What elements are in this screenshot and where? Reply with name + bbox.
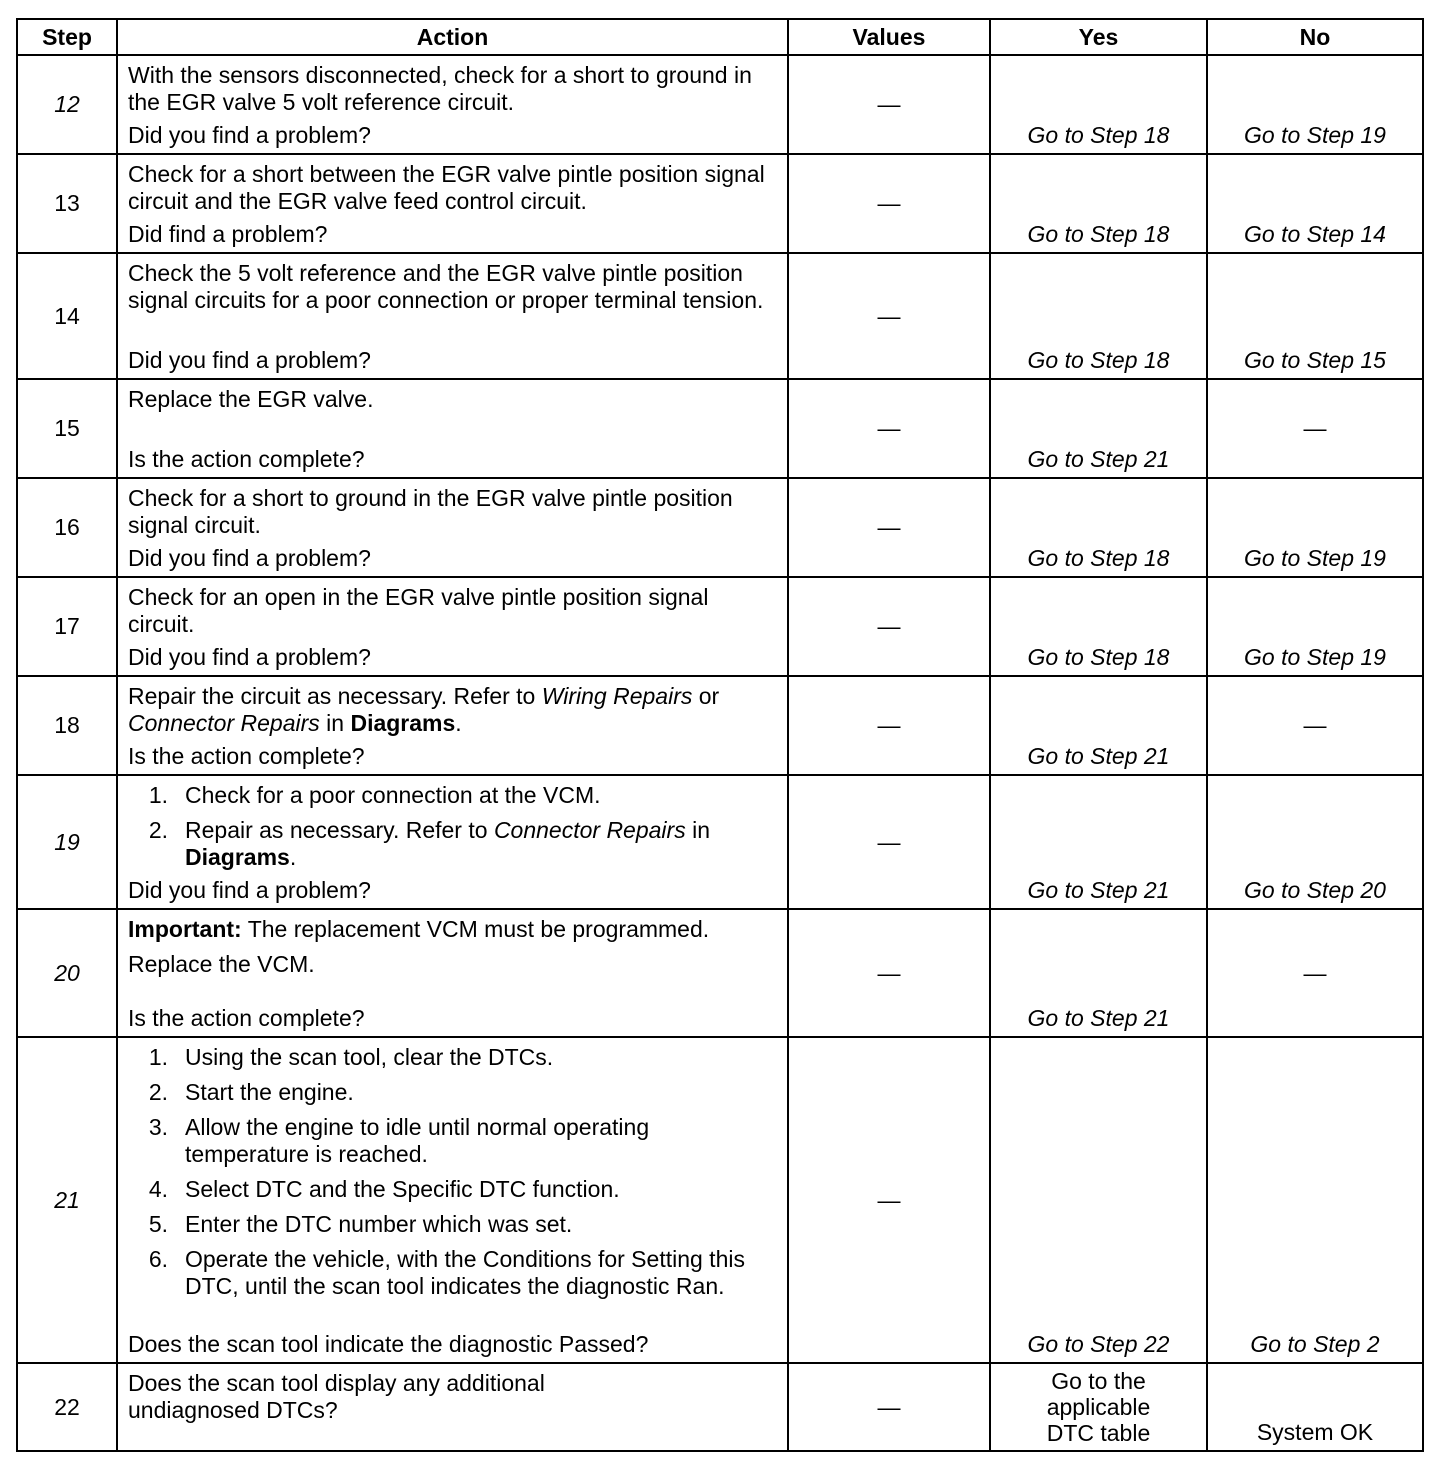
yes-cell: Go to Step 21 (990, 379, 1207, 478)
table-row (17, 379, 1423, 478)
connector-repairs-ref: Connector Repairs (493, 817, 686, 843)
no-cell: Go to Step 2 (1207, 1037, 1423, 1363)
action-cell (117, 676, 788, 775)
action-steps (128, 782, 779, 871)
values-cell: — (788, 1037, 990, 1363)
list-item: 1. Check for a poor connection at the VCM. (148, 782, 601, 808)
values-cell: — (788, 379, 990, 478)
action-question: Did find a problem? (128, 221, 328, 247)
action-question: Did you find a problem? (128, 122, 371, 148)
action-text: Repair the circuit as necessary. Refer to Wiring Repairs or Connector Repairs in Diagrams. (128, 683, 720, 736)
table-row (17, 253, 1423, 379)
step-number: 14 (17, 253, 117, 379)
action-cell (117, 478, 788, 577)
values-cell: — (788, 676, 990, 775)
action-question: Is the action complete? (128, 1005, 365, 1031)
list-item: 6. Operate the vehicle, with the Conditions for Setting this DTC, until the scan tool indicates the diagnostic Ran. (148, 1246, 745, 1299)
header-row (17, 19, 1423, 55)
action-text: Replace the EGR valve. (128, 386, 374, 412)
action-cell (117, 577, 788, 676)
table-row (17, 775, 1423, 909)
yes-cell: Go to Step 18 (990, 577, 1207, 676)
important-note: Important: The replacement VCM must be programmed. (128, 916, 710, 942)
yes-cell: Go to Step 21 (990, 775, 1207, 909)
action-question: Does the scan tool indicate the diagnostic Passed? (128, 1331, 649, 1357)
yes-cell: Go to Step 21 (990, 676, 1207, 775)
no-cell: Go to Step 19 (1207, 577, 1423, 676)
action-text: With the sensors disconnected, check for a short to ground in the EGR valve 5 volt reference circuit. (128, 62, 752, 115)
list-item: 5. Enter the DTC number which was set. (148, 1211, 573, 1237)
action-cell (117, 154, 788, 253)
wiring-repairs-ref: Wiring Repairs (541, 683, 693, 709)
values-cell: — (788, 478, 990, 577)
action-text: Does the scan tool display any additional undiagnosed DTCs? (128, 1370, 545, 1423)
action-text: Check the 5 volt reference and the EGR valve pintle position signal circuits for a poor connection or proper terminal tension. (128, 260, 764, 313)
list-item: 2. Start the engine. (148, 1079, 354, 1105)
action-text: Check for a short between the EGR valve pintle position signal circuit and the EGR valve feed control circuit. (128, 161, 765, 214)
table-row (17, 478, 1423, 577)
step-number: 13 (17, 154, 117, 253)
action-question: Is the action complete? (128, 446, 365, 472)
step-number: 17 (17, 577, 117, 676)
no-cell: — (1207, 676, 1423, 775)
table-row (17, 909, 1423, 1037)
yes-cell: Go to Step 18 (990, 154, 1207, 253)
header-step: Step (17, 19, 117, 55)
important-label: Important: (128, 916, 242, 942)
action-question: Did you find a problem? (128, 347, 371, 373)
values-cell: — (788, 154, 990, 253)
header-values: Values (788, 19, 990, 55)
list-item: 2. Repair as necessary. Refer to Connector Repairs in Diagrams. (148, 817, 710, 870)
step-number: 12 (17, 55, 117, 154)
action-cell (117, 1363, 788, 1451)
no-cell: Go to Step 14 (1207, 154, 1423, 253)
diagrams-ref: Diagrams (185, 844, 290, 870)
action-cell (117, 1037, 788, 1363)
values-cell: — (788, 577, 990, 676)
action-question: Did you find a problem? (128, 545, 371, 571)
list-item: 3. Allow the engine to idle until normal operating temperature is reached. (148, 1114, 650, 1167)
header-yes: Yes (990, 19, 1207, 55)
action-cell (117, 379, 788, 478)
no-cell: Go to Step 20 (1207, 775, 1423, 909)
yes-cell: Go to Step 22 (990, 1037, 1207, 1363)
values-cell: — (788, 55, 990, 154)
yes-cell: Go to Step 18 (990, 253, 1207, 379)
table-row (17, 577, 1423, 676)
step-number: 22 (17, 1363, 117, 1451)
action-question: Did you find a problem? (128, 644, 371, 670)
no-cell: Go to Step 15 (1207, 253, 1423, 379)
yes-cell: Go to the applicable DTC table (990, 1363, 1207, 1451)
values-cell: — (788, 909, 990, 1037)
action-question: Is the action complete? (128, 743, 365, 769)
values-cell: — (788, 1363, 990, 1451)
action-text: Replace the VCM. (128, 951, 315, 977)
action-text: Check for an open in the EGR valve pintle position signal circuit. (128, 584, 709, 637)
action-cell (117, 55, 788, 154)
action-steps (128, 1044, 779, 1300)
step-number: 19 (17, 775, 117, 909)
diagnostic-table (16, 18, 1424, 1452)
step-number: 20 (17, 909, 117, 1037)
connector-repairs-ref: Connector Repairs (128, 710, 320, 736)
table-row (17, 676, 1423, 775)
table-row (17, 55, 1423, 154)
no-cell: Go to Step 19 (1207, 55, 1423, 154)
no-cell: Go to Step 19 (1207, 478, 1423, 577)
header-action: Action (117, 19, 788, 55)
yes-cell: Go to Step 21 (990, 909, 1207, 1037)
diagrams-ref: Diagrams (350, 710, 456, 736)
step-number: 16 (17, 478, 117, 577)
yes-cell: Go to Step 18 (990, 55, 1207, 154)
table-row (17, 154, 1423, 253)
no-cell: — (1207, 909, 1423, 1037)
action-cell (117, 775, 788, 909)
action-text: Check for a short to ground in the EGR valve pintle position signal circuit. (128, 485, 733, 538)
values-cell: — (788, 775, 990, 909)
action-cell (117, 909, 788, 1037)
header-no: No (1207, 19, 1423, 55)
step-number: 15 (17, 379, 117, 478)
list-item: 1. Using the scan tool, clear the DTCs. (148, 1044, 554, 1070)
yes-cell: Go to Step 18 (990, 478, 1207, 577)
action-cell (117, 253, 788, 379)
no-cell: — (1207, 379, 1423, 478)
step-number: 18 (17, 676, 117, 775)
values-cell: — (788, 253, 990, 379)
table-row (17, 1037, 1423, 1363)
list-item: 4. Select DTC and the Specific DTC function. (148, 1176, 620, 1202)
table-row (17, 1363, 1423, 1451)
step-number: 21 (17, 1037, 117, 1363)
no-cell: System OK (1207, 1363, 1423, 1451)
action-question: Did you find a problem? (128, 877, 371, 903)
